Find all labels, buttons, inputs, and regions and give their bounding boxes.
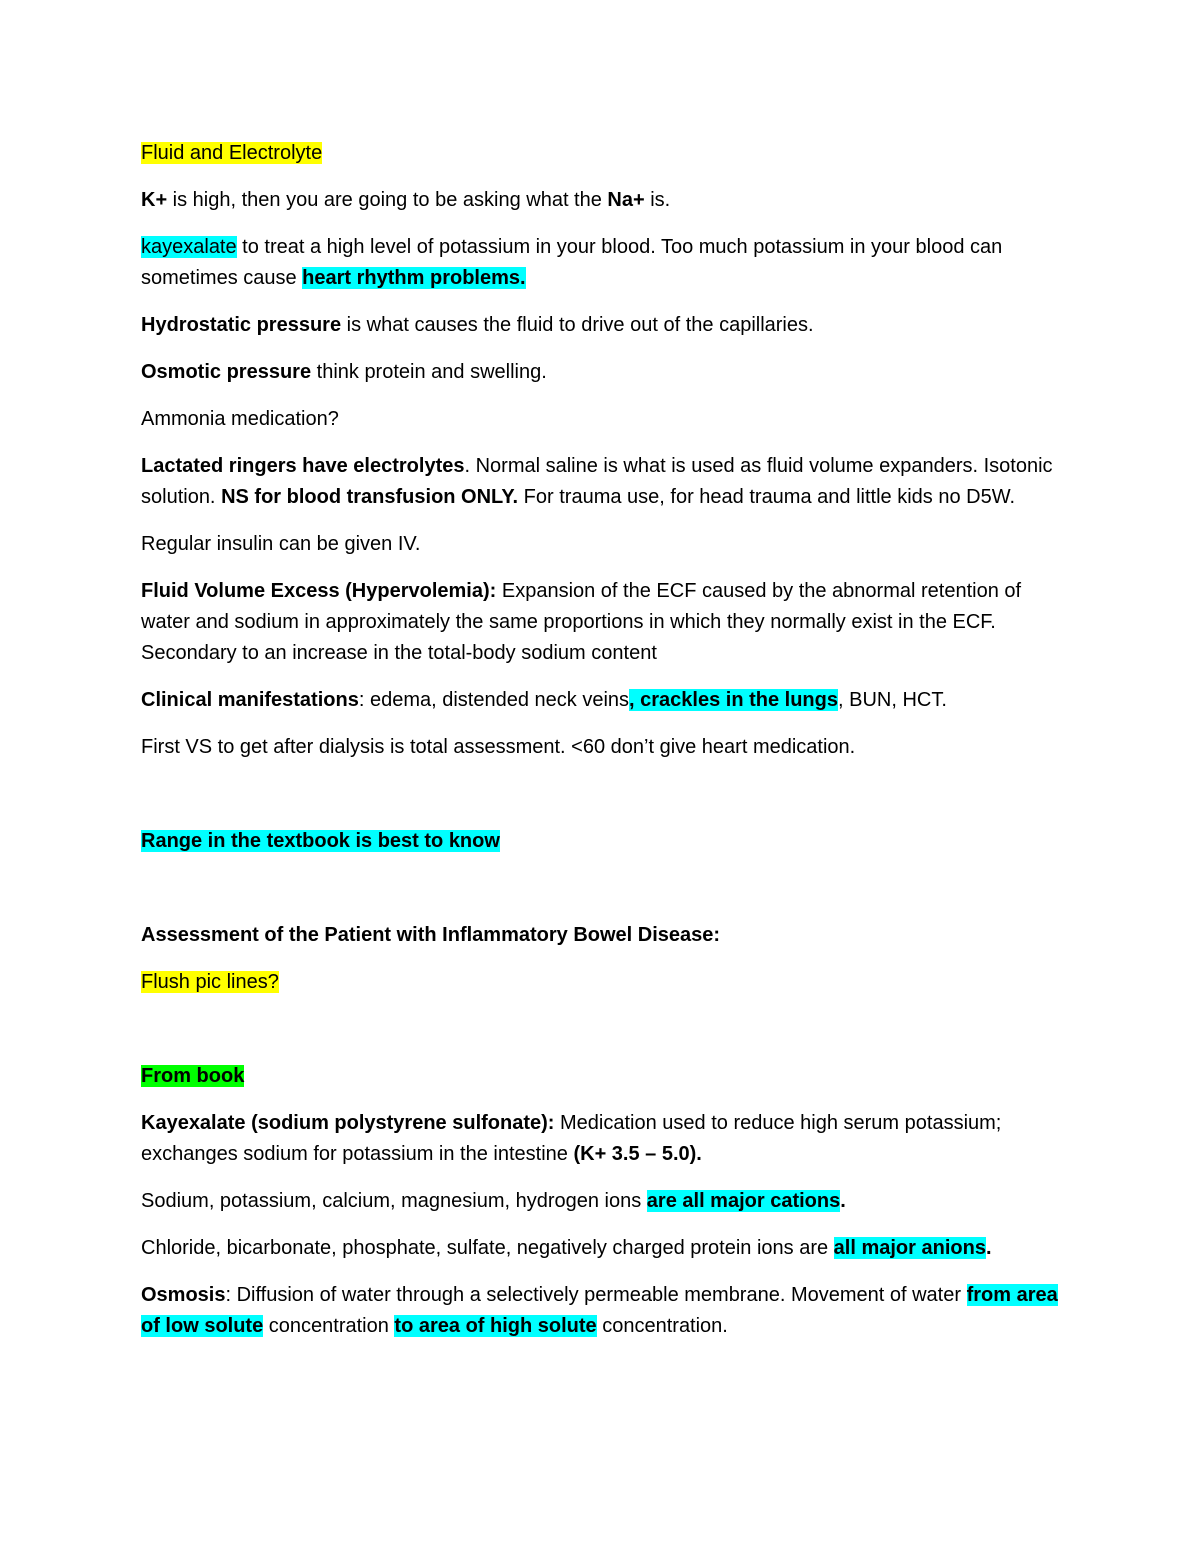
highlight-range: Range in the textbook is best to know: [141, 830, 500, 852]
text: Sodium, potassium, calcium, magnesium, hydrogen ions: [141, 1190, 647, 1212]
paragraph-osmotic: [141, 357, 1071, 388]
text: : edema, distended neck veins: [358, 689, 630, 711]
text: to treat a high level of potassium in your blood. Too much potassium in your blood can sometimes cause: [141, 236, 1003, 289]
text: think protein and swelling.: [311, 361, 547, 383]
term-crackles: , crackles in the lungs: [629, 689, 838, 711]
paragraph-kayexalate-book: [141, 1108, 1071, 1170]
text: Expansion of the ECF caused by the abnormal retention of water and sodium in approximately the same proportions in which they normally exist in the ECF. Secondary to an increase in the total-body sodium content: [141, 580, 1022, 664]
term-na: Na+: [607, 189, 645, 211]
spacer: [141, 873, 1071, 920]
paragraph-insulin: Regular insulin can be given IV.: [141, 533, 421, 555]
heading-text: Fluid and Electrolyte: [141, 142, 323, 164]
term-lactated-ringers: Lactated ringers have electrolytes: [141, 455, 465, 477]
paragraph-hydrostatic: [141, 310, 1071, 341]
paragraph-flush-pic: [141, 967, 1071, 998]
text: concentration: [263, 1315, 395, 1337]
paragraph-fluid-volume-excess: [141, 576, 1071, 669]
text: is high, then you are going to be asking what the: [167, 189, 608, 211]
term-cations: are all major cations: [646, 1190, 841, 1212]
heading-text: From book: [141, 1065, 245, 1087]
term-hypervolemia: Fluid Volume Excess (Hypervolemia):: [141, 580, 497, 602]
spacer: [141, 779, 1071, 826]
term-kayexalate-full: Kayexalate (sodium polystyrene sulfonate):: [141, 1112, 555, 1134]
term-low-solute: from area of low solute: [141, 1284, 1058, 1337]
term-k-range: (K+ 3.5 – 5.0).: [573, 1143, 702, 1165]
highlight-flush: Flush pic lines?: [141, 971, 279, 993]
term-clinical-manifestations: Clinical manifestations: [141, 689, 359, 711]
paragraph-osmosis: [141, 1280, 1071, 1342]
paragraph-potassium-high: [141, 185, 1071, 216]
text: , BUN, HCT.: [837, 689, 947, 711]
term-kayexalate: kayexalate: [141, 236, 237, 258]
term-k: K+: [141, 189, 168, 211]
text: is what causes the fluid to drive out of the capillaries.: [341, 314, 814, 336]
term-osmotic: Osmotic pressure: [141, 361, 312, 383]
paragraph-cations: [141, 1186, 1071, 1217]
document-body: [141, 138, 1071, 1358]
term-heart-rhythm: heart rhythm problems.: [302, 267, 526, 289]
paragraph-anions: [141, 1233, 1071, 1264]
text: Chloride, bicarbonate, phosphate, sulfate, negatively charged protein ions are: [141, 1237, 834, 1259]
heading-from-book: [141, 1061, 1071, 1092]
text: . Normal saline is what is used as fluid volume expanders. Isotonic solution.: [141, 455, 1053, 508]
paragraph-kayexalate: [141, 232, 1071, 294]
text: .: [985, 1237, 992, 1259]
text: is.: [644, 189, 671, 211]
paragraph-clinical-manifestations: [141, 685, 1071, 716]
spacer: [141, 1014, 1071, 1061]
heading-ibd-assessment: [141, 920, 1071, 951]
term-anions: all major anions: [833, 1237, 986, 1259]
paragraph-range-textbook: [141, 826, 1071, 857]
term-osmosis: Osmosis: [141, 1284, 226, 1306]
heading-fluid-electrolyte: [141, 138, 1071, 169]
text: Medication used to reduce high serum potassium; exchanges sodium for potassium in the intestine: [141, 1112, 1002, 1165]
text: concentration.: [596, 1315, 728, 1337]
heading-text: Assessment of the Patient with Inflammatory Bowel Disease:: [141, 924, 721, 946]
term-ns-transfusion: NS for blood transfusion ONLY.: [221, 486, 519, 508]
term-hydrostatic: Hydrostatic pressure: [141, 314, 342, 336]
paragraph-dialysis: First VS to get after dialysis is total assessment. <60 don’t give heart medication.: [141, 736, 856, 758]
term-high-solute: to area of high solute: [394, 1315, 597, 1337]
text: : Diffusion of water through a selectively permeable membrane. Movement of water: [225, 1284, 967, 1306]
paragraph-ammonia: Ammonia medication?: [141, 408, 339, 430]
paragraph-lactated-ringers: [141, 451, 1071, 513]
text: .: [840, 1190, 846, 1212]
text: For trauma use, for head trauma and little kids no D5W.: [518, 486, 1016, 508]
